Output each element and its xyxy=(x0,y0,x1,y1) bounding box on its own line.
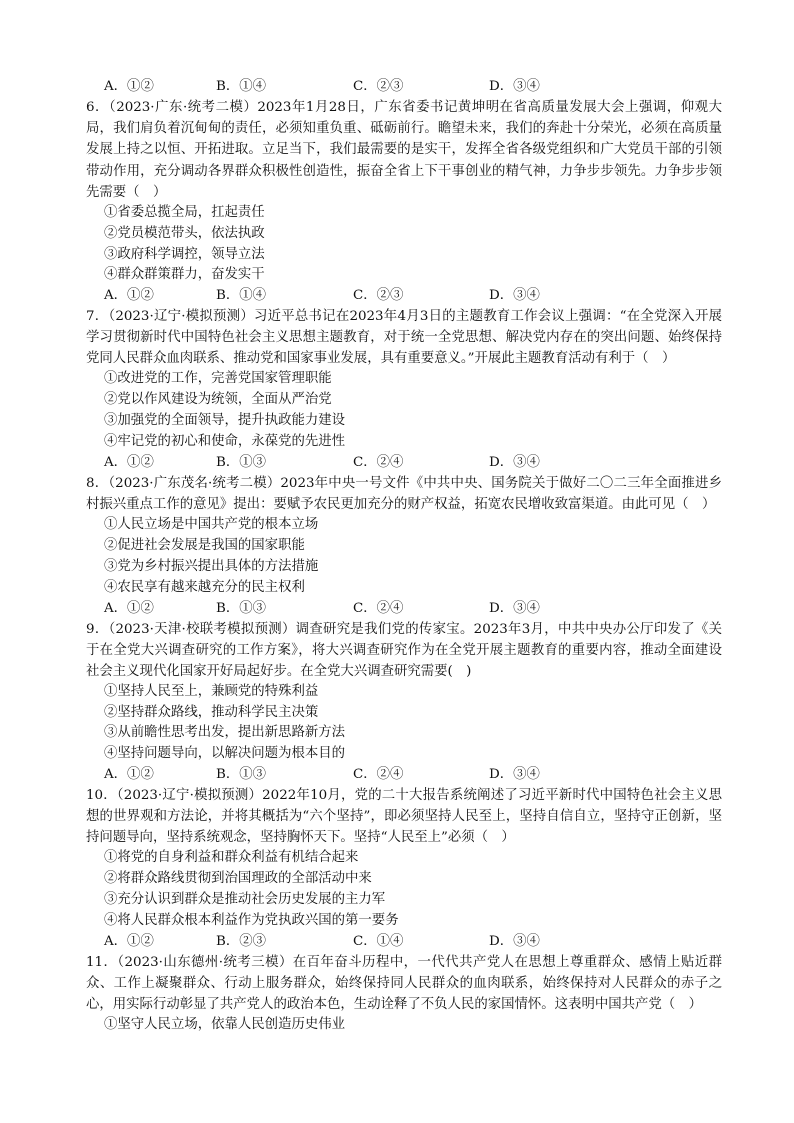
q10-option-2: ②将群众路线贯彻到治国理政的全部活动中来 xyxy=(104,871,372,886)
q6-option-2: ②党员模范带头，依法执政 xyxy=(104,226,265,241)
choice-b[interactable]: B．①④ xyxy=(216,79,267,94)
choice-b[interactable]: B．①④ xyxy=(216,288,267,303)
q6-option-1: ①省委总揽全局，扛起责任 xyxy=(104,205,265,220)
q8-option-3: ③党为乡村振兴提出具体的方法措施 xyxy=(104,559,319,574)
q9-option-4: ④坚持问题导向，以解决问题为根本目的 xyxy=(104,746,346,761)
q8-option-1: ①人民立场是中国共产党的根本立场 xyxy=(104,517,319,532)
choice-a[interactable]: A．①② xyxy=(104,767,154,782)
q9-option-1: ①坚持人民至上，兼顾党的特殊利益 xyxy=(104,684,319,699)
q8-option-2: ②促进社会发展是我国的国家职能 xyxy=(104,538,305,553)
q5-choices xyxy=(104,76,604,97)
choice-d[interactable]: D．③④ xyxy=(489,455,540,470)
choice-d[interactable]: D．③④ xyxy=(489,767,540,782)
q11-stem: 11．（2023·山东德州·统考三模）在百年奋斗历程中，一代代共产党人在思想上尊重群众、感情上贴近群众、工作上凝聚群众、行动上服务群众，始终保持同人民群众的血肉联系，始终保持对人民群众的赤子之心，用实际行动彰显了共产党人的政治本色，生动诠释了不负人民的家国情怀。这表明中国共产党（ ） xyxy=(86,955,722,1013)
q6-option-4: ④群众群策群力，奋发实干 xyxy=(104,267,265,282)
choice-a[interactable]: A．①② xyxy=(104,601,154,616)
q9-choices xyxy=(104,764,604,785)
choice-a[interactable]: A．①② xyxy=(104,79,154,94)
q7-option-3: ③加强党的全面领导，提升执政能力建设 xyxy=(104,413,346,428)
q6-choices xyxy=(104,285,604,306)
choice-d[interactable]: D．③④ xyxy=(489,79,540,94)
q11-option-1: ①坚守人民立场，依靠人民创造历史伟业 xyxy=(104,1017,346,1032)
choice-b[interactable]: B．①③ xyxy=(216,455,267,470)
choice-a[interactable]: A．①② xyxy=(104,934,154,949)
q8-choices xyxy=(104,598,604,619)
choice-c[interactable]: C．②④ xyxy=(353,601,404,616)
choice-d[interactable]: D．③④ xyxy=(489,601,540,616)
choice-a[interactable]: A．①② xyxy=(104,288,154,303)
choice-b[interactable]: B．②③ xyxy=(216,934,267,949)
q9-option-3: ③从前瞻性思考出发，提出新思路新方法 xyxy=(104,725,346,740)
q8-option-4: ④农民享有越来越充分的民主权利 xyxy=(104,580,305,595)
q9-stem: 9．（2023·天津·校联考模拟预测）调查研究是我们党的传家宝。2023年3月，中共中央办公厅印发了《关于在全党大兴调查研究的工作方案》，将大兴调查研究作为在全党开展主题教育的重要内容，推动全面建设社会主义现代化国家开好局起好步。在全党大兴调查研究需要( ) xyxy=(86,622,722,680)
q7-option-4: ④牢记党的初心和使命，永葆党的先进性 xyxy=(104,434,346,449)
q7-choices xyxy=(104,452,604,473)
choice-c[interactable]: C．②③ xyxy=(353,79,404,94)
choice-a[interactable]: A．①② xyxy=(104,455,154,470)
q6-option-3: ③政府科学调控，领导立法 xyxy=(104,247,265,262)
choice-c[interactable]: C．②④ xyxy=(353,767,404,782)
choice-d[interactable]: D．③④ xyxy=(489,934,540,949)
choice-c[interactable]: C．②④ xyxy=(353,455,404,470)
q10-option-1: ①将党的自身利益和群众利益有机结合起来 xyxy=(104,850,359,865)
choice-b[interactable]: B．①③ xyxy=(216,601,267,616)
q10-option-3: ③充分认识到群众是推动社会历史发展的主力军 xyxy=(104,892,386,907)
q6-stem: 6．（2023·广东·统考二模）2023年1月28日，广东省委书记黄坤明在省高质量发展大会上强调，仰观大局，我们肩负着沉甸甸的责任，必须知重负重、砥砺前行。瞻望未来，我们的奔赴十分荣光，必须在高质量发展上持之以恒、开拓进取。立足当下，我们最需要的是实干，发挥全省各级党组织和广大党员干部的引领带动作用，充分调动各界群众积极性创造性，振奋全省上下干事创业的精气神，力争步步领先。力争步步领先需要（ ） xyxy=(86,100,722,200)
choice-b[interactable]: B．①③ xyxy=(216,767,267,782)
q7-option-1: ①改进党的工作，完善党国家管理职能 xyxy=(104,371,332,386)
q10-stem: 10．（2023·辽宁·模拟预测）2022年10月，党的二十大报告系统阐述了习近平新时代中国特色社会主义思想的世界观和方法论，并将其概括为“六个坚持”，即必须坚持人民至上，坚持自信自立，坚持守正创新，坚持问题导向，坚持系统观念，坚持胸怀天下。坚持“人民至上”必须（ ） xyxy=(86,788,722,846)
q10-option-4: ④将人民群众根本利益作为党执政兴国的第一要务 xyxy=(104,913,399,928)
choice-c[interactable]: C．②③ xyxy=(353,288,404,303)
q7-option-2: ②党以作风建设为统领，全面从严治党 xyxy=(104,392,332,407)
choice-c[interactable]: C．①④ xyxy=(353,934,404,949)
q9-option-2: ②坚持群众路线，推动科学民主决策 xyxy=(104,705,319,720)
q8-stem: 8．（2023·广东茂名·统考二模）2023年中央一号文件《中共中央、国务院关于做好二〇二三年全面推进乡村振兴重点工作的意见》提出：要赋予农民更加充分的财产权益，拓宽农民增收致富渠道。由此可见（ ） xyxy=(86,476,722,513)
choice-d[interactable]: D．③④ xyxy=(489,288,540,303)
q10-choices xyxy=(104,931,604,952)
q7-stem: 7．（2023·辽宁·模拟预测）习近平总书记在2023年4月3日的主题教育工作会议上强调：“在全党深入开展学习贯彻新时代中国特色社会主义思想主题教育，对于统一全党思想、解决党内存在的突出问题、始终保持党同人民群众血肉联系、推动党和国家事业发展，具有重要意义。”开展此主题教育活动有利于（ ） xyxy=(86,309,722,367)
